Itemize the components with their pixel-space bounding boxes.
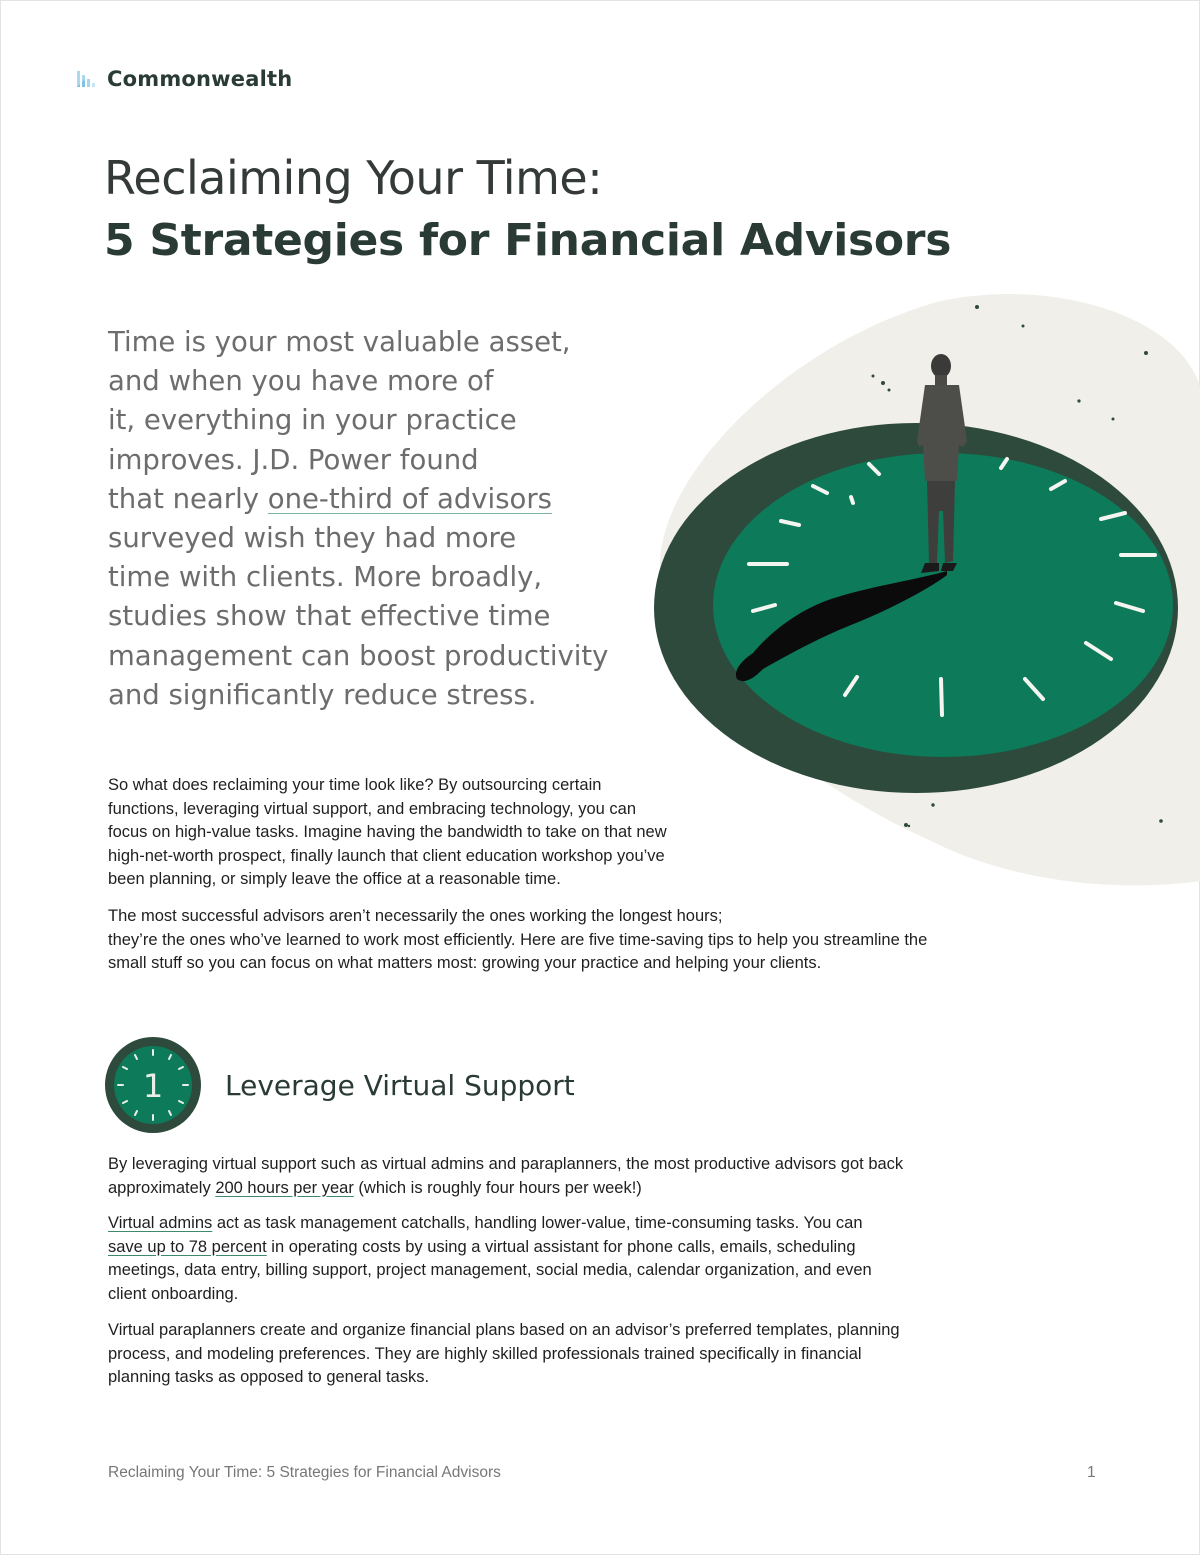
- body-line: focus on high-value tasks. Imagine having the bandwidth to take on that new: [108, 823, 667, 841]
- body-text: (which is roughly four hours per week!): [353, 1178, 642, 1197]
- 200-hours-link[interactable]: 200 hours per year: [215, 1178, 354, 1197]
- paragraph-virtual-paraplanners: [108, 1319, 900, 1390]
- body-line: [108, 1177, 903, 1201]
- body-line: process, and modeling preferences. They are highly skilled professionals trained specifically in financial: [108, 1344, 862, 1363]
- body-line: Virtual paraplanners create and organize financial plans based on an advisor’s preferred templates, planning: [108, 1321, 900, 1339]
- body-text: approximately: [108, 1178, 216, 1197]
- intro-line: Time is your most valuable asset,: [108, 326, 571, 358]
- stripes-logo-icon: [77, 69, 95, 89]
- man-on-clock-illustration: [641, 281, 1200, 891]
- body-line: planning tasks as opposed to general tasks.: [108, 1368, 430, 1386]
- intro-line: time with clients. More broadly,: [108, 561, 543, 594]
- body-line: [108, 1236, 872, 1260]
- page-title-line-1: Reclaiming Your Time:: [104, 151, 603, 205]
- intro-line: surveyed wish they had more: [108, 522, 517, 555]
- body-line: client onboarding.: [108, 1284, 239, 1303]
- section-title-virtual-support: Leverage Virtual Support: [225, 1069, 575, 1102]
- intro-line: it, everything in your practice: [108, 404, 517, 437]
- intro-line: management can boost productivity: [108, 639, 609, 672]
- body-line: By leveraging virtual support such as virtual admins and paraplanners, the most productive advisors got back: [108, 1155, 904, 1173]
- badge-number: 1: [142, 1067, 164, 1105]
- intro-text: that nearly: [108, 482, 268, 515]
- paragraph-virtual-support: [108, 1153, 903, 1200]
- body-line: [108, 1212, 872, 1236]
- page-number: 1: [1087, 1464, 1096, 1481]
- body-line: functions, leveraging virtual support, and embracing technology, you can: [108, 799, 637, 818]
- clock-number-badge: [105, 1037, 201, 1133]
- brand-name: Commonwealth: [107, 67, 293, 91]
- intro-paragraph: [108, 323, 608, 715]
- body-line: been planning, or simply leave the office at a reasonable time.: [108, 870, 561, 888]
- page-title-line-2: 5 Strategies for Financial Advisors: [104, 215, 952, 266]
- virtual-admins-link[interactable]: Virtual admins: [108, 1214, 213, 1232]
- intro-line: [108, 480, 608, 519]
- body-text: in operating costs by using a virtual assistant for phone calls, emails, scheduling: [266, 1237, 856, 1256]
- body-line: small stuff so you can focus on what matters most: growing your practice and helping your clients.: [108, 954, 822, 972]
- body-text: act as task management catchalls, handling lower-value, time-consuming tasks. You can: [212, 1214, 863, 1232]
- body-line: they’re the ones who’ve learned to work most efficiently. Here are five time-saving tips to help you streamline the: [108, 930, 928, 949]
- intro-line: improves. J.D. Power found: [108, 443, 479, 476]
- footer-title: Reclaiming Your Time: 5 Strategies for Financial Advisors: [108, 1464, 501, 1481]
- intro-line: and when you have more of: [108, 365, 494, 398]
- intro-line: studies show that effective time: [108, 600, 551, 633]
- intro-line: and significantly reduce stress.: [108, 678, 537, 711]
- body-line: So what does reclaiming your time look like? By outsourcing certain: [108, 776, 602, 794]
- brand-logo: [77, 67, 292, 91]
- body-line: The most successful advisors aren’t necessarily the ones working the longest hours;: [108, 907, 723, 925]
- paragraph-successful-advisors: [108, 905, 927, 976]
- body-line: meetings, data entry, billing support, project management, social media, calendar organization, and even: [108, 1261, 872, 1279]
- paragraph-reclaiming: [108, 774, 667, 892]
- body-line: high-net-worth prospect, finally launch that client education workshop you’ve: [108, 846, 665, 865]
- save-78-percent-link[interactable]: save up to 78 percent: [108, 1237, 267, 1256]
- one-third-link[interactable]: one-third of advisors: [267, 482, 552, 515]
- paragraph-virtual-admins: [108, 1212, 872, 1306]
